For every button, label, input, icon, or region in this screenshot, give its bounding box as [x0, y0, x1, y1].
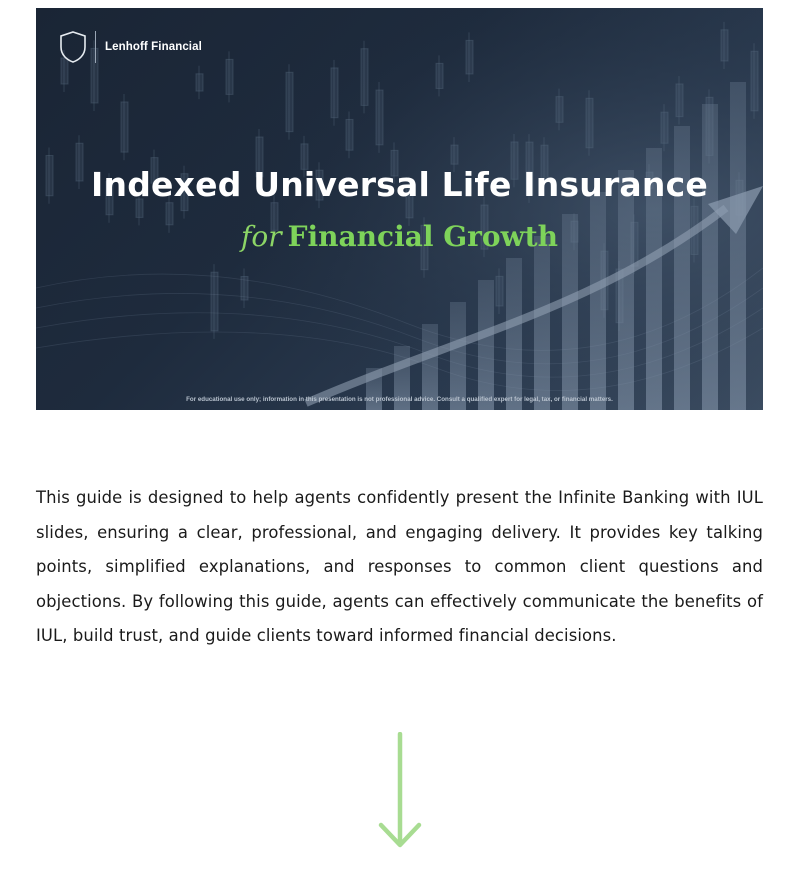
logo-divider: [95, 31, 96, 63]
decorative-bar: [702, 104, 718, 410]
decorative-candle: [661, 112, 668, 143]
brand-logo: [58, 30, 202, 64]
hero-background-chart: [36, 8, 763, 410]
decorative-candle: [226, 59, 233, 94]
decorative-candle: [121, 102, 128, 152]
decorative-candle: [466, 40, 473, 74]
decorative-candle: [376, 90, 383, 145]
intro-paragraph: This guide is designed to help agents confidently present the Infinite Banking with IUL slides, ensuring a clear, professional, and engaging delivery. It provides key talking points, simplified explanations, and responses to common client questions and objections. By following this guide, agents can effectively communicate the benefits of IUL, build trust, and guide clients toward informed financial decisions.: [36, 488, 763, 645]
decorative-candle: [286, 72, 293, 131]
decorative-candle: [211, 272, 218, 331]
decorative-candle: [721, 30, 728, 61]
hero-title: Indexed Universal Life Insurance: [91, 165, 708, 204]
decorative-candle: [496, 276, 503, 306]
decorative-bar: [534, 236, 550, 410]
arrow-down-icon: [378, 732, 422, 850]
decorative-candle: [451, 145, 458, 164]
decorative-bar: [618, 170, 634, 410]
hero-subtitle: [36, 220, 763, 253]
decorative-candle: [361, 49, 368, 106]
decorative-candle: [751, 51, 758, 111]
shield-icon: [58, 30, 88, 64]
disclaimer-text: For educational use only; information in this presentation is not professional advice. Consult a qualified expert for legal, tax, or financial matters.: [186, 396, 613, 403]
decorative-bar: [450, 302, 466, 410]
decorative-candle: [346, 119, 353, 150]
decorative-candle: [586, 98, 593, 147]
decorative-candle: [676, 84, 683, 117]
decorative-candle: [436, 63, 443, 88]
decorative-candle: [196, 74, 203, 91]
hero-banner: [36, 8, 763, 410]
hero-subtitle-main: Financial Growth: [287, 220, 558, 253]
hero-subtitle-prefix: for: [241, 220, 282, 253]
brand-name: Lenhoff Financial: [105, 41, 202, 53]
decorative-candle: [556, 97, 563, 123]
decorative-candle: [331, 68, 338, 118]
